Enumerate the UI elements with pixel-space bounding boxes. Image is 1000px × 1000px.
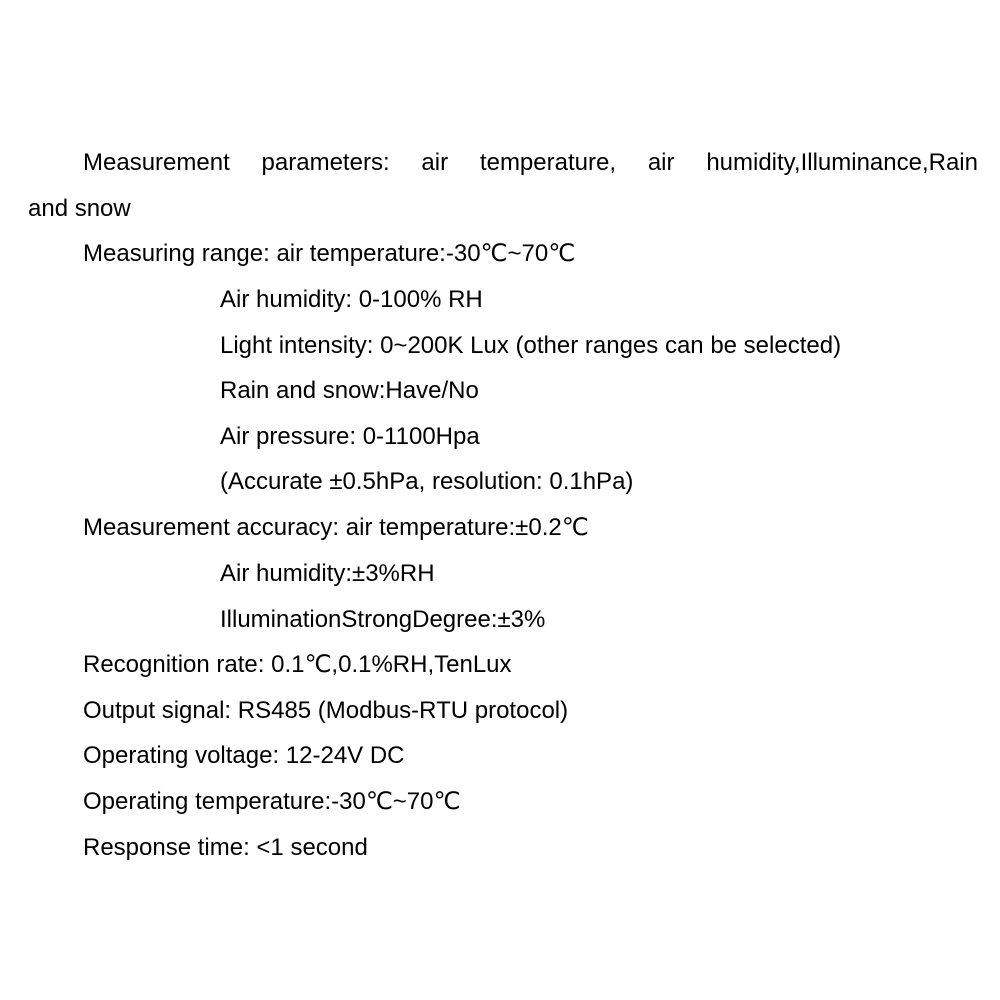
range-air-humidity: Air humidity: 0-100% RH: [220, 286, 483, 313]
range-pressure-accuracy: (Accurate ±0.5hPa, resolution: 0.1hPa): [220, 468, 634, 495]
output-signal: Output signal: RS485 (Modbus-RTU protocol): [83, 697, 569, 724]
response-time: Response time: <1 second: [83, 834, 368, 861]
recognition-rate: Recognition rate: 0.1℃,0.1%RH,TenLux: [83, 651, 512, 678]
range-air-pressure: Air pressure: 0-1100Hpa: [220, 423, 480, 450]
operating-voltage: Operating voltage: 12-24V DC: [83, 742, 405, 769]
operating-temperature: Operating temperature:-30℃~70℃: [83, 788, 461, 815]
measurement-accuracy: Measurement accuracy: air temperature:±0.2℃: [83, 514, 589, 541]
range-light-intensity: Light intensity: 0~200K Lux (other ranges can be selected): [220, 332, 842, 359]
range-rain-snow: Rain and snow:Have/No: [220, 377, 479, 404]
measurement-parameters-line2: and snow: [28, 195, 131, 222]
accuracy-illumination: IlluminationStrongDegree:±3%: [220, 606, 546, 633]
accuracy-air-humidity: Air humidity:±3%RH: [220, 560, 435, 587]
measurement-parameters-line1: Measurement parameters: air temperature, air humidity,Illuminance,Rain: [83, 149, 978, 176]
measuring-range: Measuring range: air temperature:-30℃~70℃: [83, 240, 576, 267]
